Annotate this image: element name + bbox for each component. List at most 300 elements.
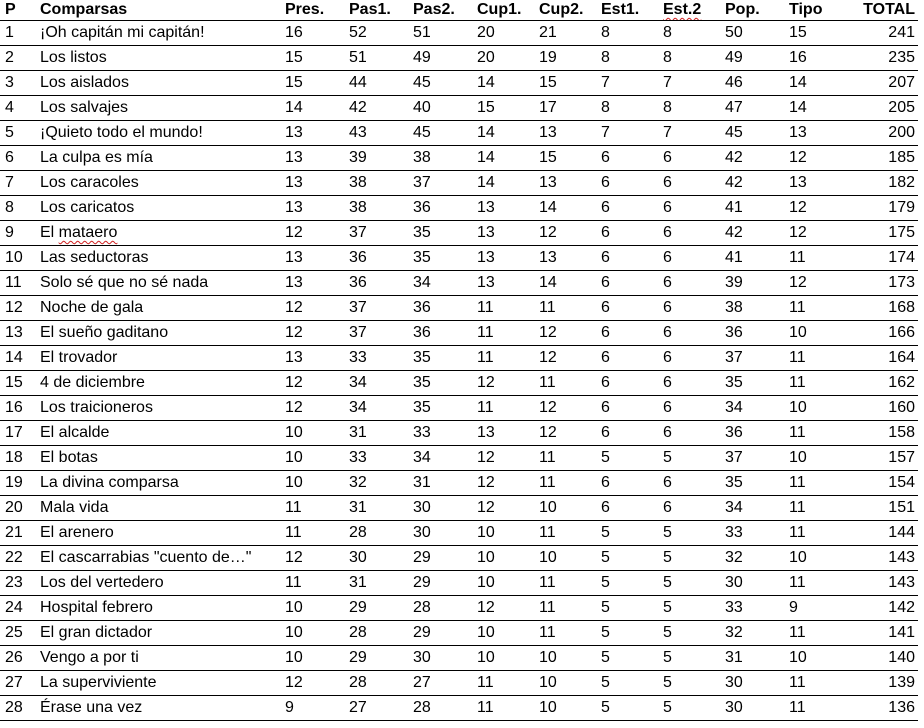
cell-score[interactable]: 30 <box>720 671 784 696</box>
cell-score[interactable]: 11 <box>534 621 596 646</box>
cell-score[interactable]: 28 <box>408 596 472 621</box>
cell-score[interactable]: 10 <box>784 446 842 471</box>
cell-score[interactable]: 11 <box>784 346 842 371</box>
cell-score[interactable]: 10 <box>280 421 344 446</box>
cell-score[interactable]: 31 <box>720 646 784 671</box>
cell-score[interactable]: 182 <box>842 171 918 196</box>
cell-score[interactable]: 12 <box>280 296 344 321</box>
cell-score[interactable]: 13 <box>280 171 344 196</box>
cell-score[interactable]: 11 <box>784 696 842 721</box>
cell-score[interactable]: 5 <box>658 521 720 546</box>
cell-score[interactable]: 6 <box>658 196 720 221</box>
cell-score[interactable]: 38 <box>408 146 472 171</box>
cell-score[interactable]: 37 <box>344 221 408 246</box>
cell-position[interactable]: 20 <box>0 496 35 521</box>
cell-score[interactable]: 6 <box>596 346 658 371</box>
cell-score[interactable]: 12 <box>784 146 842 171</box>
cell-score[interactable]: 6 <box>658 246 720 271</box>
cell-comparsa-name[interactable]: ¡Quieto todo el mundo! <box>35 121 280 146</box>
cell-score[interactable]: 42 <box>720 146 784 171</box>
cell-score[interactable]: 6 <box>658 296 720 321</box>
cell-score[interactable]: 13 <box>280 346 344 371</box>
cell-score[interactable]: 15 <box>280 46 344 71</box>
cell-score[interactable]: 7 <box>658 71 720 96</box>
cell-score[interactable]: 12 <box>534 421 596 446</box>
column-header[interactable]: Pop. <box>720 0 784 21</box>
cell-score[interactable]: 12 <box>280 371 344 396</box>
cell-score[interactable]: 12 <box>472 371 534 396</box>
cell-score[interactable]: 15 <box>784 21 842 46</box>
cell-score[interactable]: 37 <box>344 321 408 346</box>
cell-score[interactable]: 157 <box>842 446 918 471</box>
cell-score[interactable]: 11 <box>784 471 842 496</box>
cell-score[interactable]: 12 <box>472 446 534 471</box>
cell-score[interactable]: 35 <box>408 346 472 371</box>
cell-score[interactable]: 6 <box>658 221 720 246</box>
cell-score[interactable]: 14 <box>472 146 534 171</box>
cell-score[interactable]: 35 <box>408 221 472 246</box>
cell-score[interactable]: 42 <box>720 221 784 246</box>
cell-score[interactable]: 6 <box>658 471 720 496</box>
cell-score[interactable]: 9 <box>784 596 842 621</box>
cell-score[interactable]: 29 <box>408 621 472 646</box>
cell-score[interactable]: 35 <box>408 371 472 396</box>
column-header[interactable]: TOTAL <box>842 0 918 21</box>
cell-score[interactable]: 12 <box>784 221 842 246</box>
cell-score[interactable]: 31 <box>344 496 408 521</box>
cell-score[interactable]: 5 <box>596 646 658 671</box>
cell-position[interactable]: 7 <box>0 171 35 196</box>
cell-score[interactable]: 10 <box>280 471 344 496</box>
cell-score[interactable]: 10 <box>472 646 534 671</box>
cell-score[interactable]: 11 <box>534 371 596 396</box>
cell-score[interactable]: 185 <box>842 146 918 171</box>
cell-score[interactable]: 12 <box>472 496 534 521</box>
cell-score[interactable]: 39 <box>720 271 784 296</box>
cell-comparsa-name[interactable]: El sueño gaditano <box>35 321 280 346</box>
cell-score[interactable]: 11 <box>784 521 842 546</box>
cell-comparsa-name[interactable]: El gran dictador <box>35 621 280 646</box>
cell-score[interactable]: 10 <box>534 696 596 721</box>
cell-comparsa-name[interactable]: Los salvajes <box>35 96 280 121</box>
cell-score[interactable]: 40 <box>408 96 472 121</box>
cell-score[interactable]: 143 <box>842 546 918 571</box>
cell-comparsa-name[interactable]: Mala vida <box>35 496 280 521</box>
cell-score[interactable]: 13 <box>280 196 344 221</box>
cell-score[interactable]: 15 <box>280 71 344 96</box>
cell-position[interactable]: 26 <box>0 646 35 671</box>
cell-score[interactable]: 11 <box>534 471 596 496</box>
cell-score[interactable]: 6 <box>596 296 658 321</box>
cell-position[interactable]: 18 <box>0 446 35 471</box>
cell-score[interactable]: 6 <box>658 496 720 521</box>
cell-score[interactable]: 15 <box>534 71 596 96</box>
cell-score[interactable]: 12 <box>534 396 596 421</box>
cell-score[interactable]: 8 <box>596 21 658 46</box>
cell-score[interactable]: 29 <box>408 571 472 596</box>
cell-score[interactable]: 12 <box>534 321 596 346</box>
cell-score[interactable]: 50 <box>720 21 784 46</box>
cell-score[interactable]: 6 <box>658 146 720 171</box>
cell-score[interactable]: 11 <box>784 246 842 271</box>
cell-score[interactable]: 36 <box>344 246 408 271</box>
cell-score[interactable]: 27 <box>408 671 472 696</box>
cell-position[interactable]: 24 <box>0 596 35 621</box>
cell-score[interactable]: 5 <box>596 696 658 721</box>
cell-score[interactable]: 17 <box>534 96 596 121</box>
cell-score[interactable]: 136 <box>842 696 918 721</box>
cell-score[interactable]: 151 <box>842 496 918 521</box>
cell-score[interactable]: 34 <box>720 496 784 521</box>
cell-score[interactable]: 6 <box>658 371 720 396</box>
cell-position[interactable]: 5 <box>0 121 35 146</box>
cell-score[interactable]: 47 <box>720 96 784 121</box>
cell-position[interactable]: 3 <box>0 71 35 96</box>
cell-score[interactable]: 38 <box>344 196 408 221</box>
cell-score[interactable]: 33 <box>408 421 472 446</box>
cell-score[interactable]: 13 <box>472 246 534 271</box>
cell-score[interactable]: 5 <box>658 446 720 471</box>
cell-score[interactable]: 33 <box>720 521 784 546</box>
cell-score[interactable]: 41 <box>720 246 784 271</box>
cell-score[interactable]: 15 <box>472 96 534 121</box>
cell-comparsa-name[interactable]: La superviviente <box>35 671 280 696</box>
cell-score[interactable]: 30 <box>720 571 784 596</box>
cell-score[interactable]: 45 <box>408 121 472 146</box>
cell-score[interactable]: 241 <box>842 21 918 46</box>
cell-score[interactable]: 35 <box>408 396 472 421</box>
cell-comparsa-name[interactable]: Las seductoras <box>35 246 280 271</box>
cell-score[interactable]: 12 <box>280 221 344 246</box>
cell-score[interactable]: 179 <box>842 196 918 221</box>
cell-score[interactable]: 5 <box>658 546 720 571</box>
cell-score[interactable]: 13 <box>784 121 842 146</box>
cell-score[interactable]: 141 <box>842 621 918 646</box>
cell-position[interactable]: 23 <box>0 571 35 596</box>
cell-score[interactable]: 5 <box>658 646 720 671</box>
cell-score[interactable]: 20 <box>472 46 534 71</box>
column-header[interactable]: Est.2 <box>658 0 720 21</box>
cell-score[interactable]: 13 <box>280 121 344 146</box>
cell-score[interactable]: 31 <box>408 471 472 496</box>
cell-score[interactable]: 49 <box>408 46 472 71</box>
cell-score[interactable]: 37 <box>720 346 784 371</box>
cell-score[interactable]: 27 <box>344 696 408 721</box>
cell-score[interactable]: 35 <box>720 371 784 396</box>
cell-comparsa-name[interactable]: Noche de gala <box>35 296 280 321</box>
cell-score[interactable]: 12 <box>534 221 596 246</box>
cell-score[interactable]: 34 <box>344 371 408 396</box>
cell-score[interactable]: 13 <box>280 246 344 271</box>
cell-score[interactable]: 168 <box>842 296 918 321</box>
cell-score[interactable]: 51 <box>344 46 408 71</box>
cell-score[interactable]: 14 <box>784 71 842 96</box>
cell-comparsa-name[interactable]: El botas <box>35 446 280 471</box>
cell-score[interactable]: 8 <box>658 96 720 121</box>
cell-score[interactable]: 12 <box>280 396 344 421</box>
column-header[interactable]: Cup2. <box>534 0 596 21</box>
cell-score[interactable]: 12 <box>280 321 344 346</box>
cell-score[interactable]: 12 <box>472 471 534 496</box>
cell-score[interactable]: 8 <box>658 21 720 46</box>
cell-score[interactable]: 44 <box>344 71 408 96</box>
cell-score[interactable]: 35 <box>720 471 784 496</box>
cell-score[interactable]: 6 <box>658 421 720 446</box>
cell-position[interactable]: 19 <box>0 471 35 496</box>
cell-score[interactable]: 14 <box>280 96 344 121</box>
cell-score[interactable]: 5 <box>596 596 658 621</box>
cell-score[interactable]: 10 <box>472 621 534 646</box>
cell-score[interactable]: 14 <box>472 121 534 146</box>
cell-score[interactable]: 11 <box>784 296 842 321</box>
cell-score[interactable]: 6 <box>596 371 658 396</box>
cell-score[interactable]: 13 <box>534 121 596 146</box>
cell-comparsa-name[interactable]: Hospital febrero <box>35 596 280 621</box>
cell-score[interactable]: 35 <box>408 246 472 271</box>
cell-score[interactable]: 12 <box>784 196 842 221</box>
cell-score[interactable]: 5 <box>658 696 720 721</box>
cell-score[interactable]: 33 <box>344 446 408 471</box>
cell-score[interactable]: 11 <box>784 671 842 696</box>
cell-comparsa-name[interactable]: La divina comparsa <box>35 471 280 496</box>
cell-score[interactable]: 6 <box>596 496 658 521</box>
cell-score[interactable]: 6 <box>658 171 720 196</box>
cell-score[interactable]: 12 <box>472 596 534 621</box>
cell-score[interactable]: 8 <box>596 46 658 71</box>
cell-score[interactable]: 142 <box>842 596 918 621</box>
cell-score[interactable]: 13 <box>472 421 534 446</box>
cell-comparsa-name[interactable]: Los del vertedero <box>35 571 280 596</box>
cell-score[interactable]: 36 <box>408 196 472 221</box>
cell-score[interactable]: 7 <box>596 121 658 146</box>
cell-score[interactable]: 13 <box>280 146 344 171</box>
cell-score[interactable]: 14 <box>534 271 596 296</box>
cell-score[interactable]: 6 <box>596 246 658 271</box>
cell-score[interactable]: 11 <box>534 446 596 471</box>
cell-score[interactable]: 14 <box>472 71 534 96</box>
cell-score[interactable]: 46 <box>720 71 784 96</box>
cell-score[interactable]: 14 <box>784 96 842 121</box>
cell-score[interactable]: 30 <box>408 496 472 521</box>
cell-comparsa-name[interactable]: El alcalde <box>35 421 280 446</box>
cell-score[interactable]: 5 <box>596 671 658 696</box>
column-header[interactable]: Pres. <box>280 0 344 21</box>
cell-score[interactable]: 13 <box>472 221 534 246</box>
cell-position[interactable]: 16 <box>0 396 35 421</box>
cell-score[interactable]: 10 <box>534 496 596 521</box>
cell-comparsa-name[interactable]: 4 de diciembre <box>35 371 280 396</box>
cell-score[interactable]: 15 <box>534 146 596 171</box>
cell-score[interactable]: 154 <box>842 471 918 496</box>
cell-position[interactable]: 12 <box>0 296 35 321</box>
cell-score[interactable]: 29 <box>344 596 408 621</box>
cell-comparsa-name[interactable]: Solo sé que no sé nada <box>35 271 280 296</box>
cell-comparsa-name[interactable]: Los listos <box>35 46 280 71</box>
cell-position[interactable]: 4 <box>0 96 35 121</box>
column-header[interactable]: Est1. <box>596 0 658 21</box>
cell-score[interactable]: 10 <box>472 571 534 596</box>
cell-score[interactable]: 30 <box>408 646 472 671</box>
cell-score[interactable]: 235 <box>842 46 918 71</box>
column-header[interactable]: Comparsas <box>35 0 280 21</box>
cell-score[interactable]: 10 <box>534 646 596 671</box>
cell-score[interactable]: 10 <box>534 671 596 696</box>
cell-score[interactable]: 36 <box>720 321 784 346</box>
cell-score[interactable]: 51 <box>408 21 472 46</box>
cell-score[interactable]: 10 <box>280 646 344 671</box>
cell-score[interactable]: 207 <box>842 71 918 96</box>
cell-score[interactable]: 10 <box>784 396 842 421</box>
cell-score[interactable]: 32 <box>344 471 408 496</box>
cell-score[interactable]: 162 <box>842 371 918 396</box>
cell-comparsa-name[interactable]: ¡Oh capitán mi capitán! <box>35 21 280 46</box>
cell-position[interactable]: 8 <box>0 196 35 221</box>
cell-score[interactable]: 11 <box>472 396 534 421</box>
cell-score[interactable]: 36 <box>720 421 784 446</box>
cell-score[interactable]: 6 <box>596 321 658 346</box>
cell-comparsa-name[interactable]: Los aislados <box>35 71 280 96</box>
cell-score[interactable]: 11 <box>472 296 534 321</box>
cell-score[interactable]: 30 <box>408 521 472 546</box>
cell-score[interactable]: 38 <box>344 171 408 196</box>
cell-score[interactable]: 6 <box>658 346 720 371</box>
cell-position[interactable]: 11 <box>0 271 35 296</box>
cell-score[interactable]: 8 <box>596 96 658 121</box>
cell-score[interactable]: 13 <box>534 246 596 271</box>
cell-score[interactable]: 13 <box>472 271 534 296</box>
cell-comparsa-name[interactable]: Érase una vez <box>35 696 280 721</box>
cell-score[interactable]: 6 <box>596 146 658 171</box>
cell-score[interactable]: 49 <box>720 46 784 71</box>
cell-comparsa-name[interactable]: La culpa es mía <box>35 146 280 171</box>
cell-score[interactable]: 11 <box>784 421 842 446</box>
cell-score[interactable]: 173 <box>842 271 918 296</box>
cell-score[interactable]: 11 <box>784 621 842 646</box>
cell-score[interactable]: 28 <box>408 696 472 721</box>
cell-position[interactable]: 21 <box>0 521 35 546</box>
cell-score[interactable]: 16 <box>280 21 344 46</box>
cell-score[interactable]: 13 <box>472 196 534 221</box>
cell-comparsa-name[interactable]: Los traicioneros <box>35 396 280 421</box>
cell-score[interactable]: 28 <box>344 521 408 546</box>
cell-score[interactable]: 42 <box>720 171 784 196</box>
cell-score[interactable]: 6 <box>596 421 658 446</box>
cell-score[interactable]: 31 <box>344 571 408 596</box>
cell-score[interactable]: 158 <box>842 421 918 446</box>
column-header[interactable]: Pas2. <box>408 0 472 21</box>
cell-position[interactable]: 2 <box>0 46 35 71</box>
cell-score[interactable]: 10 <box>280 446 344 471</box>
cell-position[interactable]: 15 <box>0 371 35 396</box>
cell-score[interactable]: 5 <box>658 621 720 646</box>
cell-score[interactable]: 7 <box>658 121 720 146</box>
cell-score[interactable]: 143 <box>842 571 918 596</box>
cell-score[interactable]: 10 <box>472 521 534 546</box>
cell-score[interactable]: 12 <box>784 271 842 296</box>
cell-score[interactable]: 21 <box>534 21 596 46</box>
cell-position[interactable]: 28 <box>0 696 35 721</box>
cell-score[interactable]: 5 <box>658 571 720 596</box>
column-header[interactable]: Pas1. <box>344 0 408 21</box>
cell-comparsa-name[interactable]: Los caricatos <box>35 196 280 221</box>
cell-score[interactable]: 43 <box>344 121 408 146</box>
cell-score[interactable]: 166 <box>842 321 918 346</box>
cell-comparsa-name[interactable]: El arenero <box>35 521 280 546</box>
cell-score[interactable]: 160 <box>842 396 918 421</box>
cell-score[interactable]: 45 <box>720 121 784 146</box>
cell-score[interactable]: 11 <box>280 571 344 596</box>
cell-score[interactable]: 11 <box>534 521 596 546</box>
cell-score[interactable]: 11 <box>534 571 596 596</box>
cell-comparsa-name[interactable]: El trovador <box>35 346 280 371</box>
cell-score[interactable]: 5 <box>596 546 658 571</box>
cell-score[interactable]: 14 <box>534 196 596 221</box>
cell-position[interactable]: 1 <box>0 21 35 46</box>
cell-score[interactable]: 36 <box>408 296 472 321</box>
cell-score[interactable]: 11 <box>534 596 596 621</box>
cell-score[interactable]: 28 <box>344 621 408 646</box>
cell-score[interactable]: 10 <box>784 546 842 571</box>
cell-score[interactable]: 140 <box>842 646 918 671</box>
cell-score[interactable]: 205 <box>842 96 918 121</box>
cell-score[interactable]: 33 <box>720 596 784 621</box>
cell-score[interactable]: 10 <box>472 546 534 571</box>
cell-score[interactable]: 8 <box>658 46 720 71</box>
cell-score[interactable]: 19 <box>534 46 596 71</box>
cell-score[interactable]: 6 <box>658 396 720 421</box>
cell-score[interactable]: 10 <box>784 646 842 671</box>
cell-score[interactable]: 39 <box>344 146 408 171</box>
cell-score[interactable]: 5 <box>658 671 720 696</box>
cell-score[interactable]: 144 <box>842 521 918 546</box>
cell-score[interactable]: 6 <box>596 171 658 196</box>
cell-score[interactable]: 10 <box>784 321 842 346</box>
cell-position[interactable]: 25 <box>0 621 35 646</box>
cell-score[interactable]: 6 <box>596 471 658 496</box>
cell-score[interactable]: 36 <box>344 271 408 296</box>
cell-position[interactable]: 9 <box>0 221 35 246</box>
cell-comparsa-name[interactable]: Los caracoles <box>35 171 280 196</box>
cell-score[interactable]: 52 <box>344 21 408 46</box>
cell-score[interactable]: 11 <box>784 496 842 521</box>
cell-score[interactable]: 174 <box>842 246 918 271</box>
cell-score[interactable]: 34 <box>720 396 784 421</box>
cell-position[interactable]: 17 <box>0 421 35 446</box>
cell-score[interactable]: 11 <box>534 296 596 321</box>
cell-score[interactable]: 12 <box>280 671 344 696</box>
cell-score[interactable]: 29 <box>408 546 472 571</box>
cell-score[interactable]: 139 <box>842 671 918 696</box>
cell-score[interactable]: 12 <box>534 346 596 371</box>
column-header[interactable]: Tipo <box>784 0 842 21</box>
cell-score[interactable]: 41 <box>720 196 784 221</box>
column-header[interactable]: Cup1. <box>472 0 534 21</box>
cell-score[interactable]: 32 <box>720 621 784 646</box>
cell-score[interactable]: 30 <box>720 696 784 721</box>
cell-score[interactable]: 6 <box>596 196 658 221</box>
cell-score[interactable]: 33 <box>344 346 408 371</box>
cell-score[interactable]: 11 <box>280 521 344 546</box>
cell-score[interactable]: 36 <box>408 321 472 346</box>
cell-position[interactable]: 22 <box>0 546 35 571</box>
cell-comparsa-name[interactable]: Vengo a por ti <box>35 646 280 671</box>
cell-score[interactable]: 5 <box>596 571 658 596</box>
cell-score[interactable]: 164 <box>842 346 918 371</box>
cell-score[interactable]: 42 <box>344 96 408 121</box>
cell-score[interactable]: 13 <box>280 271 344 296</box>
cell-score[interactable]: 34 <box>408 271 472 296</box>
cell-score[interactable]: 6 <box>658 271 720 296</box>
